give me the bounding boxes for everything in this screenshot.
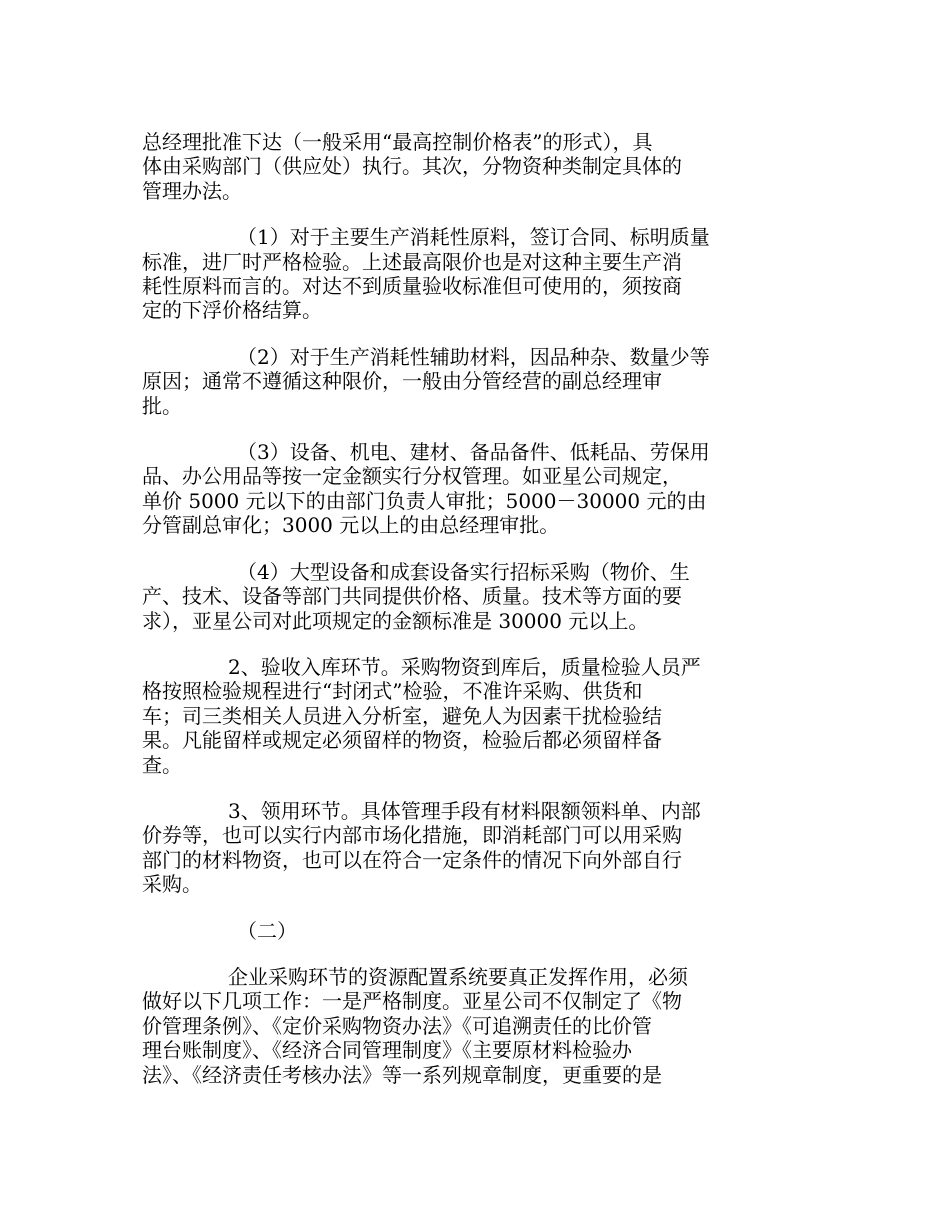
text-line: 做好以下几项工作：一是严格制度。亚星公司不仅制定了《物 [142,989,682,1014]
text-line: 2、验收入库环节。采购物资到库后，质量检验人员严 [228,654,701,679]
paragraph-item-1 [142,225,742,323]
text-line: 标准，进厂时严格检验。上述最高限价也是对这种主要生产消 [142,249,682,274]
text-line: 格按照检验规程进行“封闭式”检验，不准许采购、供货和 [142,679,643,704]
text-line: 总经理批准下达（一般采用“最高控制价格表”的形式），具 [142,130,653,154]
document-body [142,130,742,1109]
paragraph-item-3 [142,440,742,538]
text-line: （3）设备、机电、建材、备品备件、低耗品、劳保用 [237,440,710,465]
text-line: 耗性原料而言的。对达不到质量验收标准但可使用的，须按商 [142,274,682,299]
text-line: 体由采购部门（供应处）执行。其次，分物资种类制定具体的 [142,154,682,179]
text-line: 3、领用环节。具体管理手段有材料限额领料单、内部 [228,798,701,823]
text-line: 车；司三类相关人员进入分析室，避免人为因素干扰检验结 [142,703,662,728]
paragraph-intro [142,130,742,203]
text-line: 原因；通常不遵循这种限价，一般由分管经营的副总经理审 [142,369,662,394]
paragraph-section-2 [142,655,742,777]
text-line: 查。 [142,752,182,777]
text-line: 部门的材料物资，也可以在符合一定条件的情况下向外部自行 [142,847,682,872]
text-line: 法》、《经济责任考核办法》等一系列规章制度，更重要的是 [142,1062,662,1087]
text-line: 定的下浮价格结算。 [142,298,322,323]
text-line: 批。 [142,393,182,418]
text-line: 单价 5000 元以下的由部门负责人审批；5000－30000 元的由 [142,488,707,513]
text-line: 分管副总审化；3000 元以上的由总经理审批。 [142,513,560,538]
text-line: 理台账制度》、《经济合同管理制度》《主要原材料检验办 [142,1038,632,1063]
paragraph-resource-allocation [142,965,742,1087]
paragraph-item-2 [142,345,742,418]
paragraph-section-3 [142,799,742,897]
section-heading [142,919,742,943]
text-line: 求），亚星公司对此项规定的金额标准是 30000 元以上。 [142,608,649,633]
paragraph-item-4 [142,560,742,633]
text-line: （4）大型设备和成套设备实行招标采购（物价、生 [237,559,690,584]
text-line: 价券等，也可以实行内部市场化措施，即消耗部门可以用采购 [142,823,682,848]
heading-text: （二） [237,918,297,943]
text-line: 企业采购环节的资源配置系统要真正发挥作用，必须 [228,964,688,989]
text-line: 品、办公用品等按一定金额实行分权管理。如亚星公司规定， [142,464,682,489]
text-line: （2）对于生产消耗性辅助材料，因品种杂、数量少等 [237,344,710,369]
text-line: 产、技术、设备等部门共同提供价格、质量。技术等方面的要 [142,584,682,609]
text-line: 采购。 [142,872,202,897]
text-line: （1）对于主要生产消耗性原料，签订合同、标明质量 [237,225,710,250]
text-line: 管理办法。 [142,178,242,203]
text-line: 价管理条例》、《定价采购物资办法》《可追溯责任的比价管 [142,1013,652,1038]
text-line: 果。凡能留样或规定必须留样的物资，检验后都必须留样备 [142,728,662,753]
